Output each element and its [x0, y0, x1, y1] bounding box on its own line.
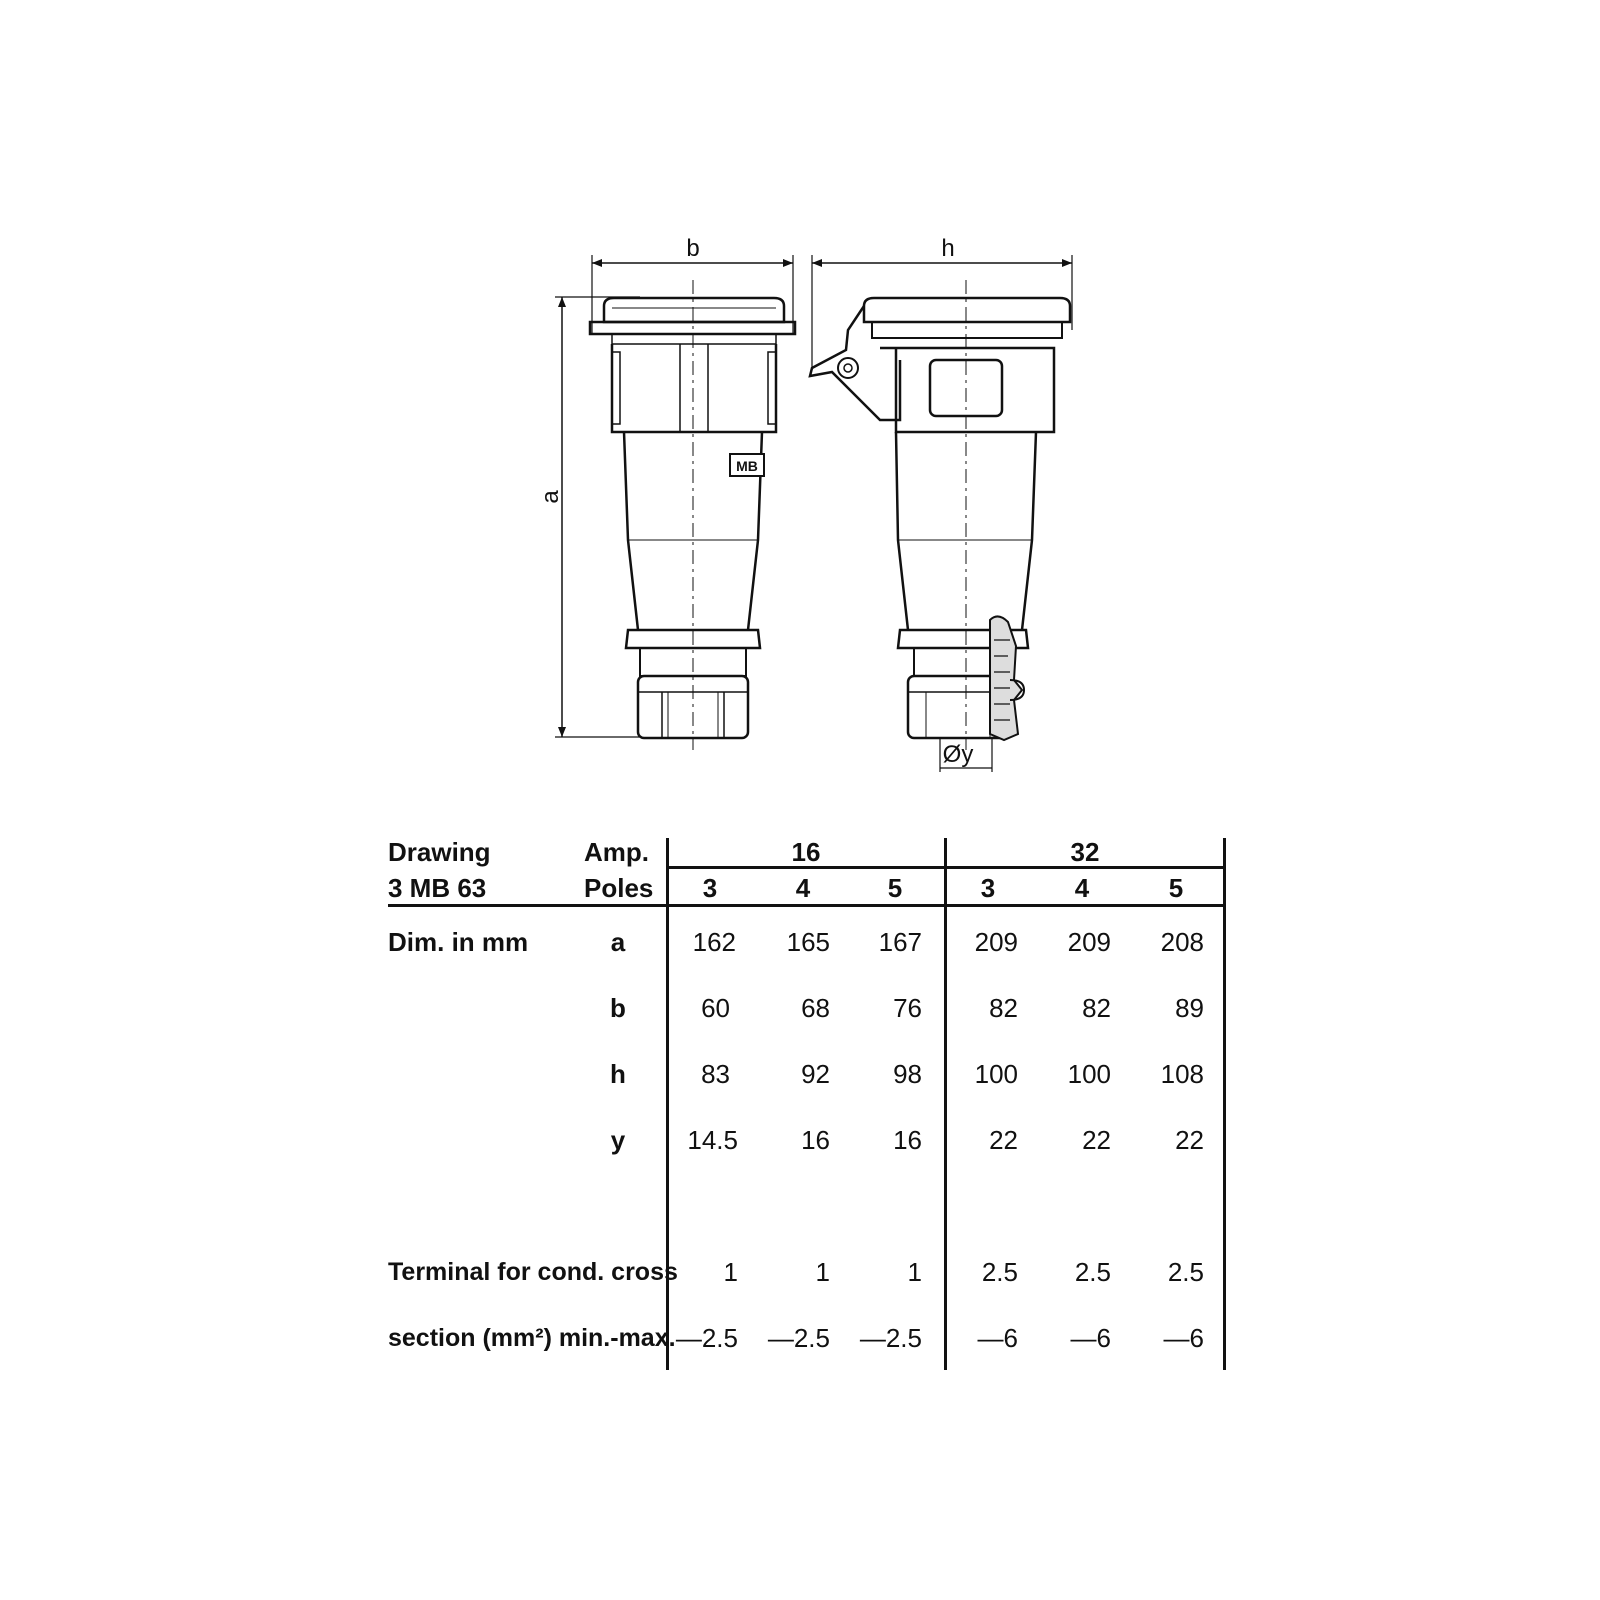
amp-32: 32	[1070, 837, 1100, 867]
amp-label: Amp.	[584, 837, 649, 867]
table-cell: 16	[893, 1125, 922, 1155]
poles-value: 5	[887, 873, 903, 903]
table-cell: 22	[1082, 1125, 1111, 1155]
drawing-label: Drawing	[388, 837, 491, 867]
table-cell: 167	[878, 927, 922, 957]
terminal-max-cell: —6	[1070, 1323, 1111, 1353]
dimension-h-label: h	[941, 235, 955, 262]
table-cell: 209	[1067, 927, 1111, 957]
dimension-y-label: Øy	[942, 741, 974, 768]
table-cell: 98	[893, 1059, 922, 1089]
row-label-a: a	[610, 927, 626, 957]
terminal-label-line1: Terminal for cond. cross	[388, 1258, 678, 1286]
table-cell: 83	[701, 1059, 730, 1089]
table-cell: 100	[1067, 1059, 1111, 1089]
table-rule-header	[388, 904, 1226, 907]
row-label-h: h	[610, 1059, 626, 1089]
poles-value: 4	[1074, 873, 1090, 903]
table-cell: 92	[801, 1059, 830, 1089]
table-cell: 22	[989, 1125, 1018, 1155]
terminal-min-cell: 1	[907, 1257, 922, 1287]
dim-title: Dim. in mm	[388, 927, 529, 957]
terminal-min-cell: 1	[723, 1257, 738, 1287]
terminal-max-cell: —2.5	[767, 1323, 830, 1353]
table-cell: 22	[1175, 1125, 1204, 1155]
table-cell: 76	[893, 993, 922, 1023]
drawing-code: 3 MB 63	[388, 873, 487, 903]
terminal-max-cell: —2.5	[859, 1323, 922, 1353]
terminal-max-cell: —6	[977, 1323, 1018, 1353]
poles-label: Poles	[584, 873, 654, 903]
row-label-y: y	[610, 1125, 626, 1155]
poles-value: 3	[980, 873, 996, 903]
table-cell: 89	[1175, 993, 1204, 1023]
table-cell: 82	[1082, 993, 1111, 1023]
table-divider-left	[666, 838, 669, 1370]
dimension-a-label: a	[537, 490, 564, 504]
poles-value: 3	[702, 873, 718, 903]
table-divider-right	[1223, 838, 1226, 1370]
table-cell: 208	[1160, 927, 1204, 957]
table-cell: 60	[701, 993, 730, 1023]
table-cell: 68	[801, 993, 830, 1023]
dimension-b-label: b	[686, 235, 700, 262]
table-cell: 162	[692, 927, 736, 957]
table-rule-amp	[666, 866, 1226, 869]
brand-logo: MB	[736, 458, 758, 474]
terminal-max-cell: —2.5	[675, 1323, 738, 1353]
table-cell: 108	[1160, 1059, 1204, 1089]
table-cell: 165	[786, 927, 830, 957]
table-cell: 209	[974, 927, 1018, 957]
terminal-min-cell: 2.5	[1167, 1257, 1204, 1287]
terminal-label-line2: section (mm²) min.-max.	[388, 1324, 676, 1352]
table-cell: 100	[974, 1059, 1018, 1089]
table-cell: 16	[801, 1125, 830, 1155]
terminal-min-cell: 2.5	[981, 1257, 1018, 1287]
poles-value: 5	[1168, 873, 1184, 903]
table-cell: 14.5	[687, 1125, 738, 1155]
terminal-max-cell: —6	[1163, 1323, 1204, 1353]
terminal-min-cell: 2.5	[1074, 1257, 1111, 1287]
terminal-min-cell: 1	[815, 1257, 830, 1287]
poles-value: 4	[795, 873, 811, 903]
row-label-b: b	[610, 993, 626, 1023]
amp-16: 16	[791, 837, 821, 867]
table-cell: 82	[989, 993, 1018, 1023]
table-divider-middle	[944, 838, 947, 1370]
